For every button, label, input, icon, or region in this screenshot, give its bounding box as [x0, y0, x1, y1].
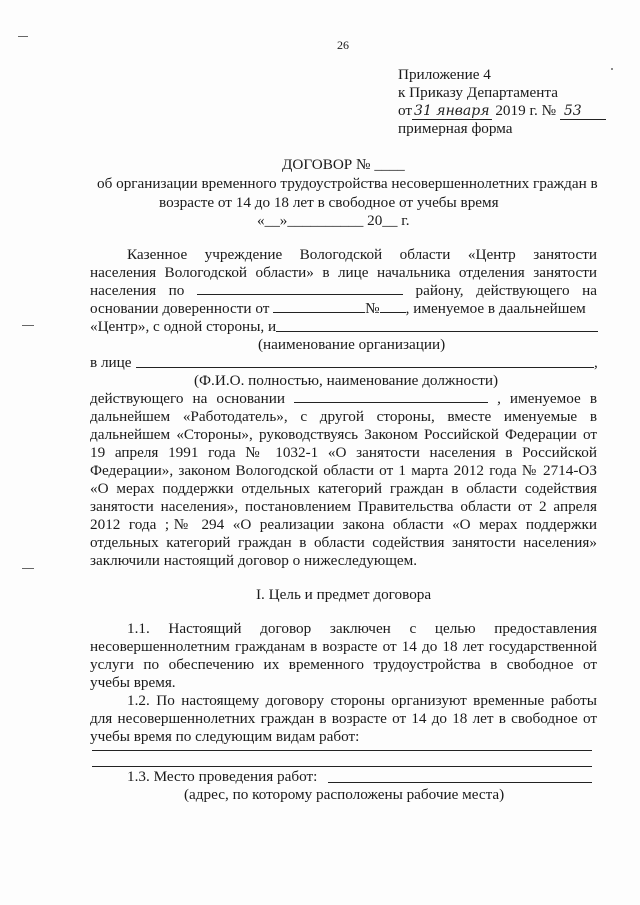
handwritten-number: 53 — [560, 103, 606, 120]
preamble-line — [90, 318, 276, 336]
preamble-line: дальнейшем «Работодатель», с другой стороны, вместе именуемые в — [90, 408, 597, 425]
caption-representative: (Ф.И.О. полностью, наименование должности) — [194, 372, 499, 389]
blank-work-place[interactable] — [328, 782, 592, 783]
blank-representative[interactable] — [136, 367, 594, 368]
contract-title: ДОГОВОР № ____ — [282, 156, 405, 173]
blank-district[interactable] — [197, 282, 403, 295]
caption-work-place: (адрес, по которому расположены рабочие места) — [184, 786, 505, 803]
blank-proxy-date[interactable] — [273, 300, 365, 313]
contract-date-line: «__»__________ 20__ г. — [257, 212, 410, 229]
form-note: примерная форма — [398, 120, 513, 137]
handwritten-date: 31 января — [414, 103, 490, 119]
appendix-line: к Приказу Департамента — [398, 84, 558, 101]
preamble-line: Федерации», законом Вологодской области от 1 марта 2012 года № 2714-ОЗ — [90, 462, 597, 479]
preamble-line: дальнейшем «Стороны», руководствуясь Законом Российской Федерации от — [90, 426, 597, 443]
preamble-line: 19 апреля 1991 года № 1032-1 «О занятости населения в Российской — [90, 444, 597, 461]
blank-work-types[interactable] — [92, 766, 592, 767]
caption-organization: (наименование организации) — [258, 336, 446, 353]
preamble-line: 2012 года ;№ 294 «О реализации закона области «О мерах поддержки — [90, 516, 597, 533]
preamble-line: населения Вологодской области» в лице начальника отделения занятости — [90, 264, 597, 281]
preamble-text: № — [365, 300, 380, 317]
scan-mark — [22, 325, 34, 326]
date-year: 2019 г. № — [495, 102, 557, 119]
date-prefix: от — [398, 102, 413, 119]
preamble-line — [90, 282, 597, 300]
preamble-line: занятости населения», постановлением Правительства области от 2 апреля — [90, 498, 597, 515]
preamble-line — [90, 390, 597, 408]
preamble-text: «Центр», с одной стороны, и — [90, 318, 277, 335]
contract-subtitle: возрасте от 14 до 18 лет в свободное от учебы время — [159, 194, 499, 211]
page-number: 26 — [337, 38, 349, 52]
preamble-text: населения по — [90, 282, 185, 299]
preamble-line: «О мерах поддержки отдельных категорий граждан в области содействия — [90, 480, 597, 497]
blank-proxy-number[interactable] — [380, 300, 406, 313]
preamble-line: Казенное учреждение Вологодской области «Центр занятости — [127, 246, 597, 263]
clause-1-1-line: 1.1. Настоящий договор заключен с целью предоставления — [127, 620, 597, 637]
appendix-date-line — [398, 102, 606, 120]
scan-mark — [18, 36, 28, 37]
appendix-line: Приложение 4 — [398, 66, 491, 83]
clause-1-2-line: 1.2. По настоящему договору стороны организуют временные работы — [127, 692, 597, 709]
clause-1-1-line: услуги по обеспечению их временного трудоустройства в свободное от — [90, 656, 597, 673]
preamble-line: заключили настоящий договор о нижеследующем. — [90, 552, 418, 569]
scan-dot — [611, 68, 613, 70]
clause-1-2-line: для несовершеннолетних граждан в возрасте от 14 до 18 лет в свободное от — [90, 710, 597, 727]
preamble-line: отдельных категорий граждан в области содействия занятости населения» — [90, 534, 597, 551]
preamble-line — [90, 300, 586, 318]
preamble-text: , именуемое в даальнейшем — [405, 300, 586, 317]
clause-1-1-line: несовершеннолетним гражданам в возрасте от 14 до 18 лет государственной — [90, 638, 597, 655]
scan-mark — [22, 568, 34, 569]
section-heading: I. Цель и предмет договора — [256, 586, 432, 603]
clause-1-3-line: 1.3. Место проведения работ: — [127, 768, 318, 785]
clause-1-1-line: учебы время. — [90, 674, 176, 691]
preamble-line: в лице — [90, 354, 132, 371]
comma: , — [594, 354, 598, 371]
preamble-text: , именуемое в — [497, 390, 598, 407]
contract-subtitle: об организации временного трудоустройства несовершеннолетних граждан в — [97, 175, 598, 192]
blank-basis[interactable] — [294, 390, 488, 403]
preamble-text: действующего на основании — [90, 390, 285, 407]
clause-1-2-line: учебы время по следующим видам работ: — [90, 728, 360, 745]
blank-work-types[interactable] — [92, 750, 592, 751]
blank-organization[interactable] — [276, 331, 598, 332]
preamble-text: основании доверенности от — [90, 300, 270, 317]
preamble-text: району, действующего на — [415, 282, 598, 299]
